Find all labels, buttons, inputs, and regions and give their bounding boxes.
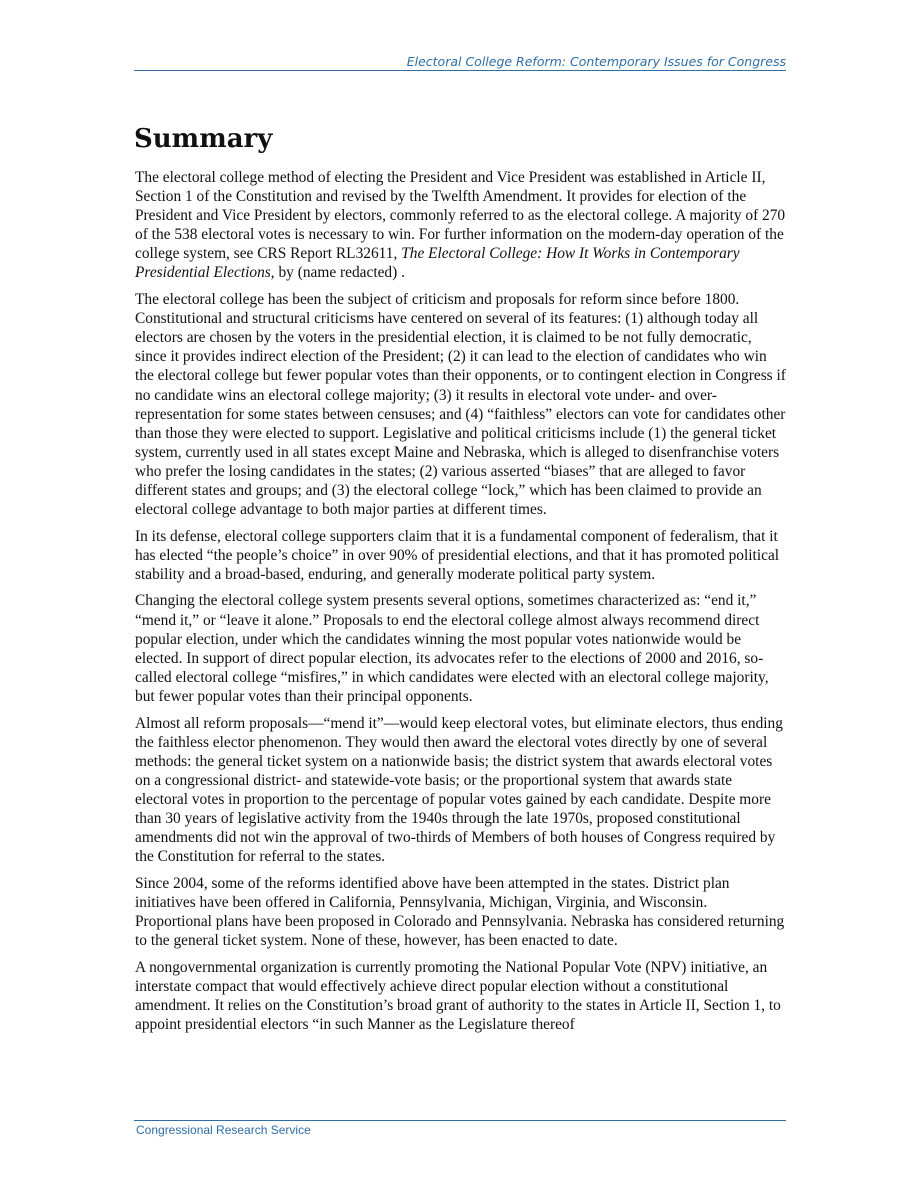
summary-body <box>135 168 787 1042</box>
running-header: Electoral College Reform: Contemporary Issues for Congress <box>406 54 786 69</box>
paragraph-2: The electoral college has been the subject of criticism and proposals for reform since before 1800. Constitutional and structural criticisms have centered on several of its features: (1) although today all electors are chosen by the voters in the presidential election, it is claimed to be not fully democratic, since it provides indirect election of the President; (2) it can lead to the election of candidates who win the electoral college but fewer popular votes than their opponents, or to contingent election in Congress if no candidate wins an electoral college majority; (3) it results in electoral vote under- and over-representation for some states between censuses; and (4) “faithless” electors can vote for candidates other than those they were elected to support. Legislative and political criticisms include (1) the general ticket system, currently used in all states except Maine and Nebraska, which is alleged to disenfranchise voters who prefer the losing candidates in the states; (2) various asserted “biases” that are alleged to favor different states and groups; and (3) the electoral college “lock,” which has been claimed to provide an electoral college advantage to both major parties at different times. <box>135 291 786 519</box>
paragraph-4: Changing the electoral college system presents several options, sometimes characterized as: “end it,” “mend it,” or “leave it alone.” Proposals to end the electoral college almost always recommend direct popular election, under which the candidates winning the most popular votes nationwide would be elected. In support of direct popular election, its advocates refer to the elections of 2000 and 2016, so-called electoral college “misfires,” in which candidates were elected with an electoral college majority, but fewer popular votes than their principal opponents. <box>135 592 769 705</box>
paragraph-1-tail: , by (name redacted) . <box>270 264 405 282</box>
section-title: Summary <box>134 124 273 154</box>
paragraph-1 <box>135 168 787 283</box>
report-title: The Electoral College: How It Works in Contemporary Presidential Elections <box>135 245 740 282</box>
footer-rule <box>134 1120 786 1121</box>
paragraph-6: Since 2004, some of the reforms identified above have been attempted in the states. District plan initiatives have been offered in California, Pennsylvania, Michigan, Virginia, and Wisconsin. Proportional plans have been proposed in Colorado and Pennsylvania. Nebraska has considered returning to the general ticket system. None of these, however, has been enacted to date. <box>135 874 785 950</box>
paragraph-7: A nongovernmental organization is currently promoting the National Popular Vote (NPV) initiative, an interstate compact that would effectively achieve direct popular election without a constitutional amendment. It relies on the Constitution’s broad grant of authority to the states in Article II, Section 1, to appoint presidential electors “in such Manner as the Legislature thereof <box>135 958 781 1033</box>
paragraph-5: Almost all reform proposals—“mend it”—would keep electoral votes, but eliminate electors, thus ending the faithless elector phenomenon. They would then award the electoral votes directly by one of several methods: the general ticket system on a nationwide basis; the district system that awards electoral votes on a congressional district- and statewide-vote basis; or the proportional system that awards state electoral votes in proportion to the percentage of popular votes gained by each candidate. Despite more than 30 years of legislative activity from the 1940s through the late 1970s, proposed constitutional amendments did not win the approval of two-thirds of Members of both houses of Congress required by the Constitution for referral to the states. <box>135 714 783 866</box>
paragraph-1-text: The electoral college method of electing the President and Vice President was established in Article II, Section 1 of the Constitution and revised by the Twelfth Amendment. It provides for election of the President and Vice President by electors, commonly referred to as the electoral college. A majority of 270 of the 538 electoral votes is necessary to win. For further information on the modern-day operation of the college system, see CRS Report RL32611, <box>135 169 786 263</box>
paragraph-3: In its defense, electoral college supporters claim that it is a fundamental component of federalism, that it has elected “the people’s choice” in over 90% of presidential elections, and that it has promoted political stability and a broad-based, enduring, and generally moderate political party system. <box>135 527 780 583</box>
header-rule <box>134 70 786 71</box>
footer-org: Congressional Research Service <box>136 1123 311 1137</box>
